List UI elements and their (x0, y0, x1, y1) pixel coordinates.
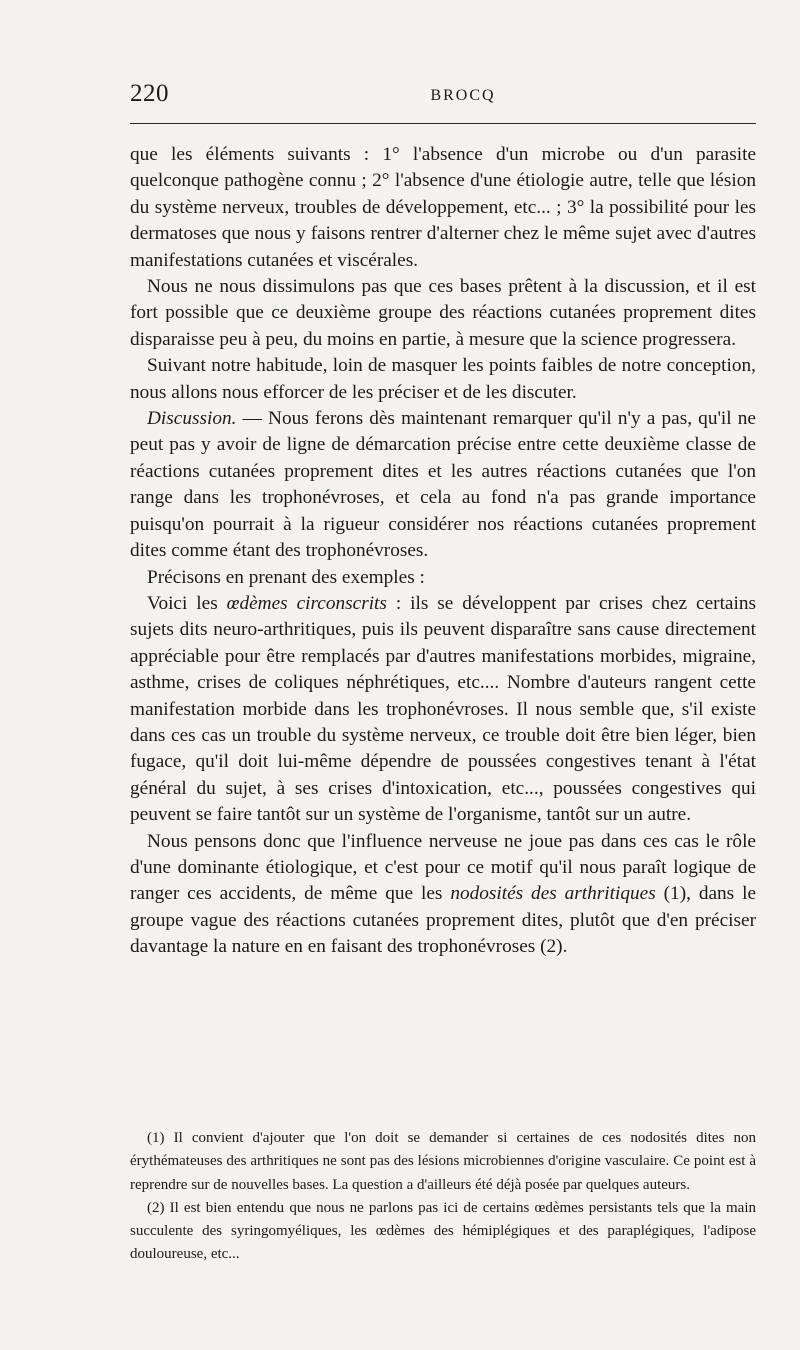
paragraph-4-text: — Nous ferons dès maintenant remarquer qu'il n'y a pas, qu'il ne peut pas y avoir de ligne de démarcation précise entre cette deuxième classe de réactions cutanées proprement dites et les autres réactions cutanées que l'on range dans les trophonévroses, et cela au fond n'a pas grande importance puisqu'on pourrait à la rigueur considérer nos réactions cutanées proprement dites comme étant des trophonévroses. (130, 408, 756, 562)
page-number: 220 (130, 80, 169, 107)
paragraph-7-italic-term: nodosités des arthritiques (450, 883, 656, 905)
paragraph-7-lead: Nous pensons donc que l'influence nerveuse ne joue pas dans ces cas le rôle d'une dominante étiologique, et c'est pour ce motif qu'il nous paraît logique de ranger ces accidents, de même que les (130, 830, 756, 905)
paragraph-4 (130, 406, 756, 564)
page-header (130, 80, 756, 112)
paragraph-6-italic-term: œdèmes circonscrits (226, 592, 387, 614)
paragraph-6 (130, 591, 756, 829)
paragraph-5 (130, 565, 756, 591)
running-head: BROCQ (430, 87, 496, 104)
discussion-heading: Discussion. (147, 408, 237, 430)
paragraph-1 (130, 142, 756, 274)
paragraph-6-text: : ils se développent par crises chez certains sujets dits neuro-arthritiques, puis ils peuvent disparaître sans cause directement appréciable pour être remplacés par d'autres manifestations morbides, migraine, asthme, crises de coliques néphrétiques, etc.... Nombre d'auteurs rangent cette manifestation morbide dans les trophonévroses. Il nous semble que, s'il existe dans ces cas un trouble du système nerveux, ce trouble doit être bien léger, bien fugace, qu'il doit lui-même dépendre de poussées congestives tenant à l'état général du sujet, à ses crises d'intoxication, etc..., poussées congestives qui peuvent se faire tantôt sur un système de l'organisme, tantôt sur un autre. (130, 592, 756, 826)
paragraph-2 (130, 274, 756, 353)
footnote-1: (1) Il convient d'ajouter que l'on doit se demander si certaines de ces nodosités dites non érythémateuses des arthritiques ne sont pas des lésions microbiennes d'origine vasculaire. Ce point est à reprendre sur de nouvelles bases. La question a d'ailleurs été déjà posée par quelques auteurs. (130, 1130, 756, 1193)
paragraph-6-lead: Voici les (147, 592, 227, 614)
paragraph-7 (130, 829, 756, 961)
paragraph-3-text: Suivant notre habitude, loin de masquer les points faibles de notre conception, nous allons nous efforcer de les préciser et de les discuter. (130, 355, 756, 403)
footnotes (130, 1127, 756, 1267)
paragraph-5-text: Précisons en prenant des exemples : (147, 566, 425, 588)
paragraph-7-text: (1), dans le groupe vague des réactions cutanées proprement dites, plutôt que d'en préciser davantage la nature en en faisant des trophonévroses (2). (130, 883, 757, 958)
body-text (130, 142, 756, 961)
paragraph-2-text: Nous ne nous dissimulons pas que ces bases prêtent à la discussion, et il est fort possible que ce deuxième groupe des réactions cutanées proprement dites disparaisse peu à peu, du moins en partie, à mesure que la science progressera. (130, 276, 756, 350)
paragraph-3 (130, 353, 756, 406)
header-rule (130, 123, 756, 124)
paragraph-1-text: que les éléments suivants : 1° l'absence d'un microbe ou d'un parasite quelconque pathogène connu ; 2° l'absence d'une étiologie autre, telle que lésion du système nerveux, troubles de développement, etc... ; 3° la possibilité pour les dermatoses que nous y faisons rentrer d'alterner chez le même sujet avec d'autres manifestations cutanées et viscérales. (130, 144, 756, 271)
footnote-2: (2) Il est bien entendu que nous ne parlons pas ici de certains œdèmes persistants tels que la main succulente des syringomyéliques, les œdèmes des hémiplégiques et des paraplégiques, l'adipose douloureuse, etc... (130, 1199, 756, 1263)
